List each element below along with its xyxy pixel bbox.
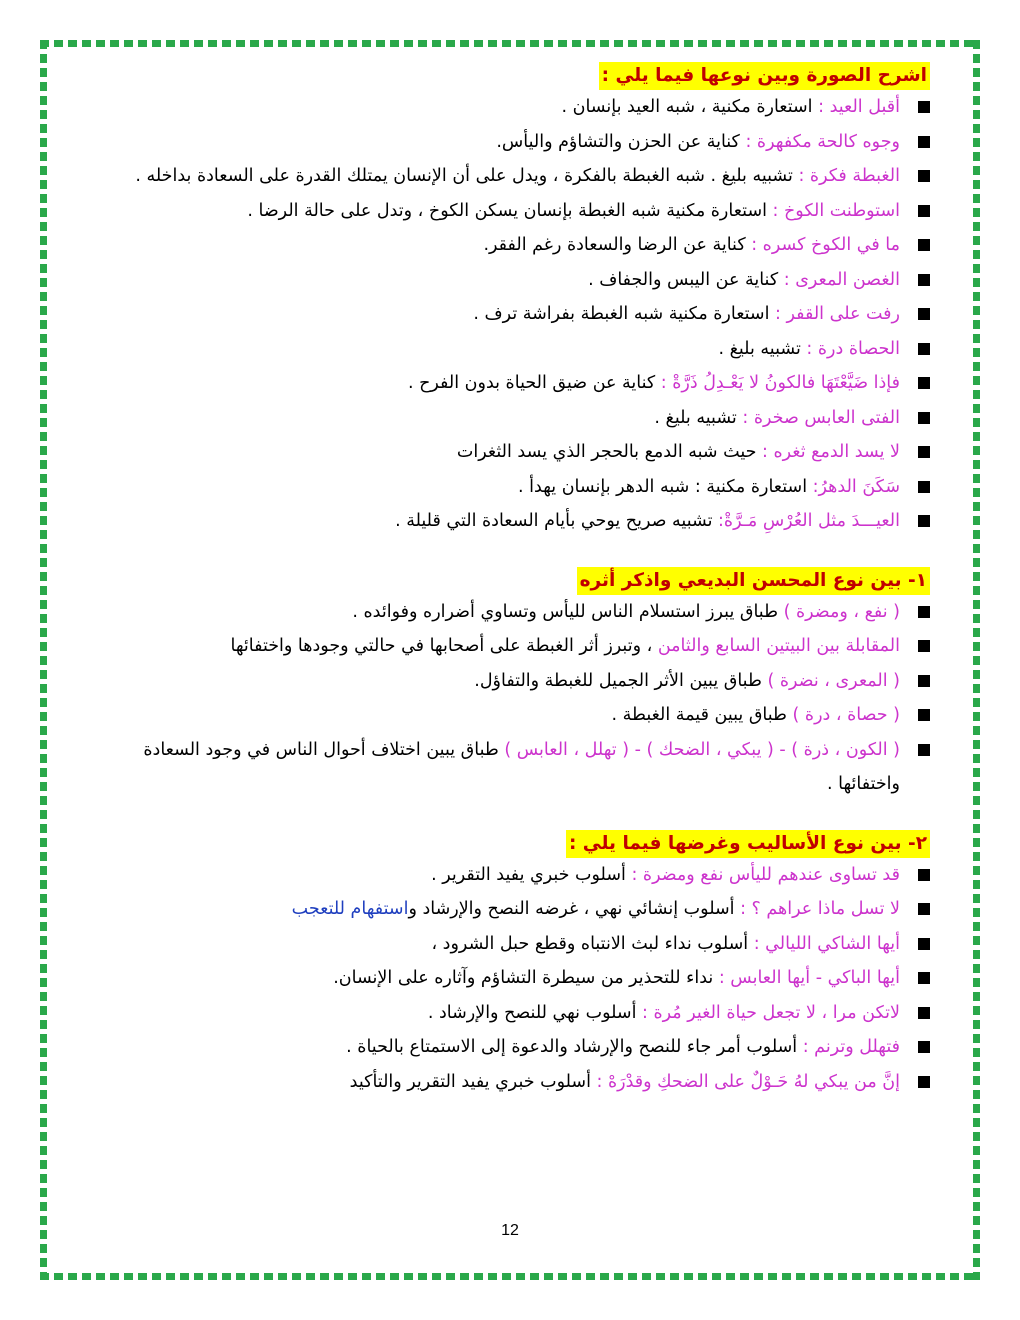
square-bullet-icon bbox=[918, 744, 930, 756]
list-item bbox=[80, 1065, 930, 1100]
square-bullet-icon bbox=[918, 1076, 930, 1088]
page-number: 12 bbox=[501, 1222, 519, 1239]
item-body: أسلوب إنشائي نهي ، غرضه النصح والإرشاد و bbox=[408, 899, 735, 919]
list-item bbox=[80, 194, 930, 229]
square-bullet-icon bbox=[918, 1041, 930, 1053]
item-body: استعارة مكنية شبه الغبطة بفراشة ترف . bbox=[473, 304, 770, 324]
list-item bbox=[80, 664, 930, 699]
list-item bbox=[80, 504, 930, 539]
square-bullet-icon bbox=[918, 1007, 930, 1019]
section-heading: ٢- بين نوع الأساليب وغرضها فيما يلي : bbox=[566, 830, 930, 858]
square-bullet-icon bbox=[918, 205, 930, 217]
item-term: المقابلة بين البيتين السابع والثامن bbox=[652, 636, 900, 656]
list-item bbox=[80, 927, 930, 962]
list-item bbox=[80, 595, 930, 630]
item-body: أسلوب خبري يفيد التقرير . bbox=[431, 864, 626, 885]
item-extra: استفهام للتعجب bbox=[291, 899, 409, 919]
square-bullet-icon bbox=[918, 481, 930, 493]
list-item bbox=[80, 366, 930, 401]
list-item bbox=[80, 733, 930, 802]
item-term: الغصن المعرى : bbox=[778, 269, 900, 290]
square-bullet-icon bbox=[918, 972, 930, 984]
item-body: أسلوب خبري يفيد التقرير والتأكيد bbox=[349, 1071, 591, 1092]
square-bullet-icon bbox=[918, 709, 930, 721]
square-bullet-icon bbox=[918, 343, 930, 355]
list-item bbox=[80, 892, 930, 927]
item-body: كناية عن اليبس والجفاف . bbox=[588, 269, 779, 290]
square-bullet-icon bbox=[918, 515, 930, 527]
item-term: أيها الباكي - أيها العابس : bbox=[713, 968, 900, 988]
square-bullet-icon bbox=[918, 640, 930, 652]
item-body: تشبيه بليغ . bbox=[718, 338, 801, 359]
square-bullet-icon bbox=[918, 903, 930, 915]
item-term: قد تساوى عندهم لليأس نفع ومضرة : bbox=[625, 864, 900, 885]
square-bullet-icon bbox=[918, 377, 930, 389]
section-styles bbox=[80, 830, 930, 1100]
item-term: أقبل العيد : bbox=[812, 97, 900, 117]
item-term: ( نفع ، ومضرة ) bbox=[778, 601, 900, 622]
item-term: سَكَنَ الدهرُ: bbox=[807, 476, 900, 497]
item-term: ما في الكوخ كسره : bbox=[745, 235, 900, 255]
square-bullet-icon bbox=[918, 136, 930, 148]
item-body: استعارة مكنية شبه الغبطة بإنسان يسكن الكوخ ، وتدل على حالة الرضا . bbox=[247, 200, 767, 221]
item-term: ( الكون ، ذرة ) - ( يبكي ، الضحك ) - ( تهلل ، العابس ) bbox=[498, 739, 900, 760]
list-item bbox=[80, 401, 930, 436]
item-body: ، وتبرز أثر الغبطة على أصحابها في حالتي وجودها واختفائها bbox=[230, 636, 653, 656]
item-body: طباق يبين قيمة الغبطة . bbox=[611, 705, 787, 725]
item-body: كناية عن ضيق الحياة بدون الفرح . bbox=[407, 373, 656, 393]
square-bullet-icon bbox=[918, 170, 930, 182]
item-body: كناية عن الرضا والسعادة رغم الفقر. bbox=[483, 235, 746, 255]
square-bullet-icon bbox=[918, 446, 930, 458]
list-item bbox=[80, 858, 930, 893]
item-term: أيها الشاكي الليالي : bbox=[748, 933, 900, 954]
item-body: حيث شبه الدمع بالحجر الذي يسد الثغرات bbox=[456, 442, 757, 462]
item-term: الغبطة فكرة : bbox=[792, 166, 900, 186]
square-bullet-icon bbox=[918, 101, 930, 113]
item-term: لاتكن مرا ، لا تجعل حياة الغير مُرة : bbox=[636, 1002, 900, 1023]
item-term: لا تسل ماذا عراهم ؟ : bbox=[734, 899, 900, 919]
item-body: أسلوب أمر جاء للنصح والإرشاد والدعوة إلى الاستمتاع بالحياة . bbox=[346, 1037, 798, 1057]
list-item bbox=[80, 961, 930, 996]
item-body: طباق يبرز استسلام الناس لليأس وتساوي أضراره وفوائده . bbox=[352, 601, 779, 622]
item-body: طباق يبين الأثر الجميل للغبطة والتفاؤل. bbox=[474, 670, 762, 691]
list-item bbox=[80, 125, 930, 160]
item-term: الفتى العابس صخرة : bbox=[736, 407, 900, 428]
list-item bbox=[80, 1030, 930, 1065]
item-term: فإذا ضَيَّعْتَهَا فالكونُ لا يَعْـدِلُ ذَرَّةْ : bbox=[655, 373, 900, 393]
item-term: إنَّ من يبكي لهُ حَـوْلٌ على الضحكِ وقدْرَهْ : bbox=[590, 1071, 900, 1092]
section-images bbox=[80, 62, 930, 539]
square-bullet-icon bbox=[918, 869, 930, 881]
list-item bbox=[80, 698, 930, 733]
section-heading: ١- بين نوع المحسن البديعي واذكر أثره bbox=[577, 567, 930, 595]
square-bullet-icon bbox=[918, 606, 930, 618]
section-heading: اشرح الصورة وبين نوعها فيما يلي : bbox=[599, 62, 930, 90]
page-border-right bbox=[973, 40, 980, 1280]
item-body: استعارة مكنية ، شبه العيد بإنسان . bbox=[561, 97, 813, 117]
item-body: أسلوب نداء لبث الانتباه وقطع حبل الشرود ، bbox=[431, 933, 749, 954]
item-term: الحصاة درة : bbox=[800, 338, 900, 359]
list-item bbox=[80, 629, 930, 664]
item-term: استوطنت الكوخ : bbox=[766, 200, 900, 221]
square-bullet-icon bbox=[918, 675, 930, 687]
item-term: العيـــدَ مثل العُرْسِ مَـرَّةْ: bbox=[712, 511, 900, 531]
item-body: كناية عن الحزن والتشاؤم واليأس. bbox=[496, 131, 740, 152]
item-term: فتهلل وترنم : bbox=[797, 1037, 900, 1057]
list-item bbox=[80, 159, 930, 194]
page-border-top bbox=[40, 40, 980, 47]
page-content bbox=[80, 62, 930, 1127]
item-term: رفت على القفر : bbox=[769, 304, 900, 324]
list-item bbox=[80, 435, 930, 470]
item-body: طباق يبين اختلاف أحوال الناس في وجود السعادة واختفائها . bbox=[143, 739, 900, 794]
square-bullet-icon bbox=[918, 938, 930, 950]
item-body: تشبيه بليغ . شبه الغبطة بالفكرة ، ويدل على أن الإنسان يمتلك القدرة على السعادة بداخله . bbox=[135, 166, 793, 186]
item-term: لا يسد الدمع ثغره : bbox=[756, 442, 900, 462]
page-border-left bbox=[40, 40, 47, 1280]
list-item bbox=[80, 470, 930, 505]
item-term: وجوه كالحة مكفهرة : bbox=[739, 131, 900, 152]
page-border-bottom bbox=[40, 1273, 980, 1280]
list-item bbox=[80, 228, 930, 263]
square-bullet-icon bbox=[918, 239, 930, 251]
item-body: تشبيه صريح يوحي بأيام السعادة التي قليلة . bbox=[395, 511, 713, 531]
list-item bbox=[80, 90, 930, 125]
item-body: نداء للتحذير من سيطرة التشاؤم وآثاره على الإنسان. bbox=[333, 968, 714, 988]
list-item bbox=[80, 996, 930, 1031]
section-rhetoric bbox=[80, 567, 930, 802]
list-item bbox=[80, 297, 930, 332]
square-bullet-icon bbox=[918, 308, 930, 320]
item-body: أسلوب نهي للنصح والإرشاد . bbox=[427, 1002, 637, 1023]
square-bullet-icon bbox=[918, 412, 930, 424]
item-body: استعارة مكنية : شبه الدهر بإنسان يهدأ . bbox=[518, 476, 808, 497]
square-bullet-icon bbox=[918, 274, 930, 286]
item-term: ( حصاة ، درة ) bbox=[786, 705, 900, 725]
list-item bbox=[80, 263, 930, 298]
item-term: ( المعرى ، نضرة ) bbox=[761, 670, 900, 691]
list-item bbox=[80, 332, 930, 367]
item-body: تشبيه بليغ . bbox=[654, 407, 737, 428]
